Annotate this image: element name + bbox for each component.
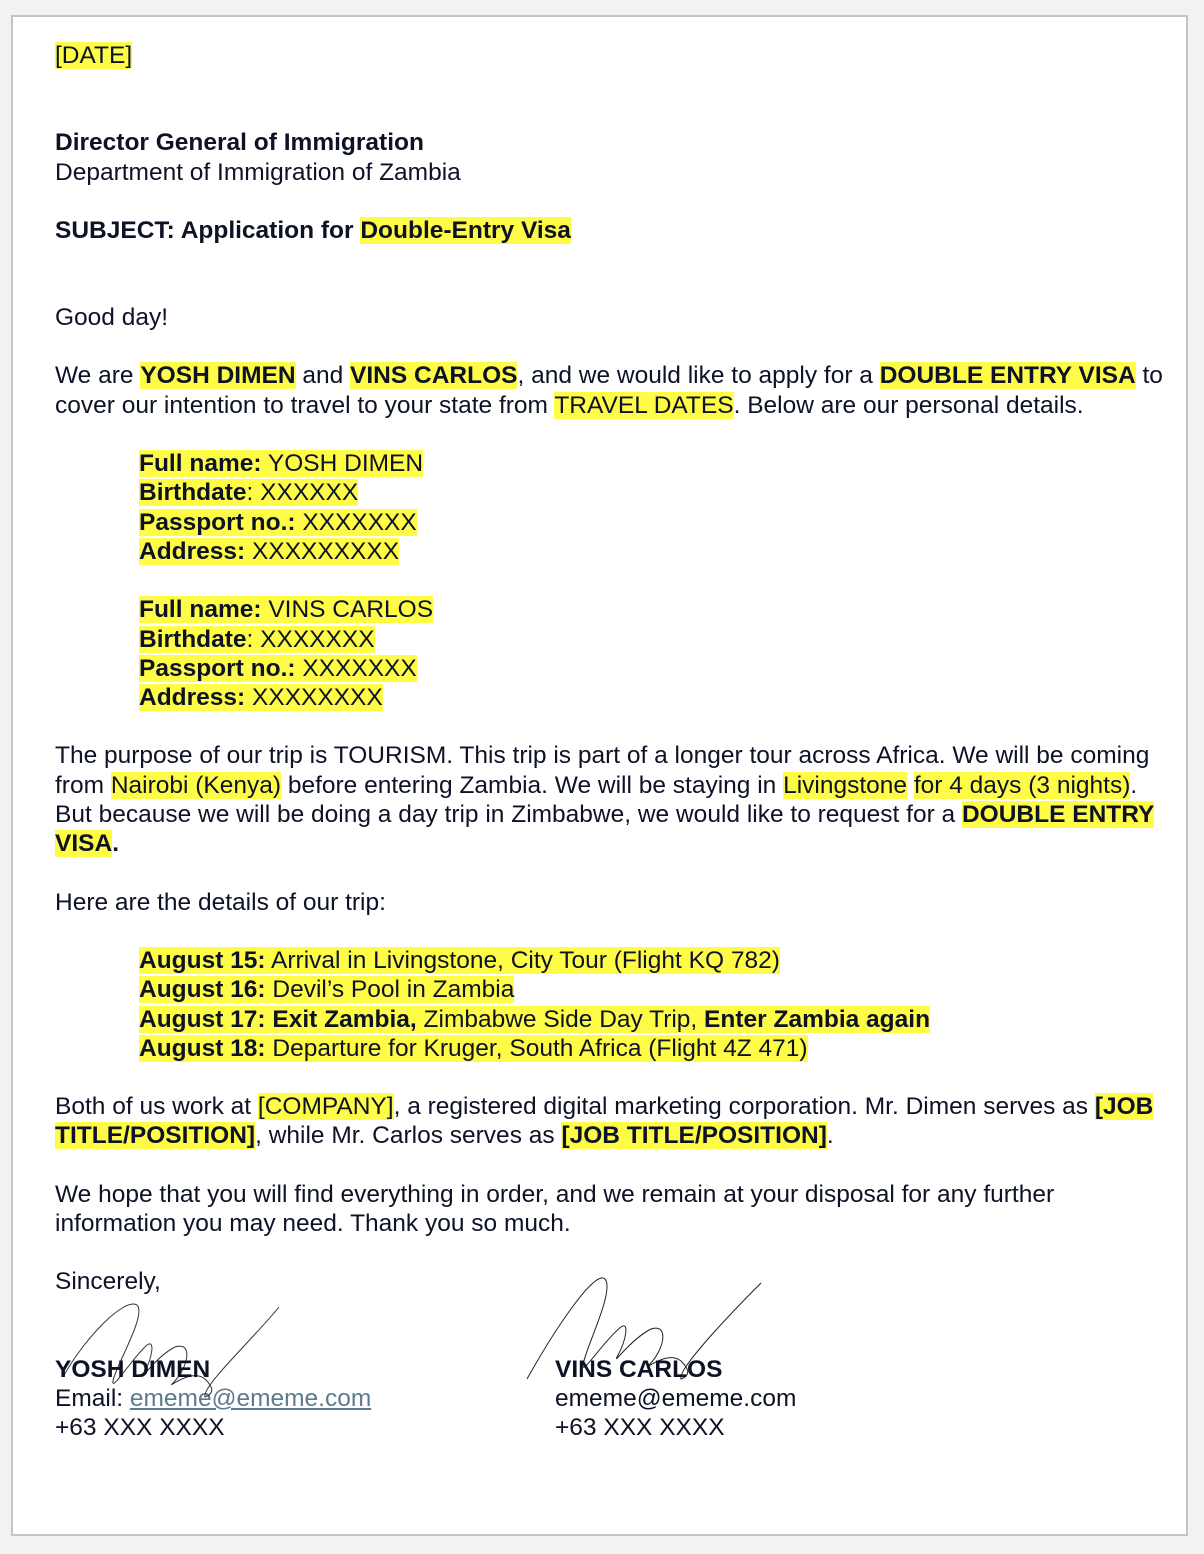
employment-paragraph <box>55 1092 1165 1151</box>
email-label: Email: <box>55 1384 130 1412</box>
document-page <box>11 15 1188 1536</box>
applicant-details-2 <box>55 595 1165 712</box>
itinerary-text: Exit Zambia, <box>265 1005 417 1033</box>
detail-row <box>139 509 417 536</box>
purpose-text: . But because we will be doing a day trip in Zimbabwe, we would like to request for a <box>55 771 1138 829</box>
itinerary-item <box>139 946 1165 975</box>
subject-prefix: SUBJECT: Application for <box>55 216 361 244</box>
employment-text: Both of us work at <box>55 1093 258 1121</box>
itinerary-list <box>55 946 1165 1063</box>
itinerary-text: Arrival in Livingstone, City Tour (Flight KQ 782) <box>265 946 780 974</box>
signatory-name: VINS CARLOS <box>555 1355 723 1383</box>
purpose-text <box>907 772 914 799</box>
visa-type: DOUBLE ENTRY VISA <box>55 801 1155 858</box>
signature-block <box>55 1297 1165 1457</box>
field-label: Address: <box>139 537 246 565</box>
field-label: Passport no.: <box>139 654 296 682</box>
detail-row <box>139 684 383 711</box>
detail-row <box>139 538 399 565</box>
itinerary-date: August 18: <box>139 1034 266 1062</box>
field-label: Address: <box>139 684 246 712</box>
closing-paragraph: We hope that you will find everything in order, and we remain at your disposal for any further information you may need. Thank you so much. <box>55 1180 1055 1238</box>
intro-text: . Below are our personal details. <box>733 391 1084 419</box>
itinerary-date: August 16: <box>139 976 266 1004</box>
field-value: YOSH DIMEN <box>261 450 424 478</box>
signatory-2 <box>555 1297 796 1443</box>
applicant-name-1: YOSH DIMEN <box>140 362 296 390</box>
letter-body <box>55 41 1165 1457</box>
intro-text: We are <box>55 362 141 390</box>
employment-text: , a registered digital marketing corporation. Mr. Dimen serves as <box>393 1093 1095 1121</box>
purpose-text: The purpose of our trip is TOURISM. This trip is part of a longer tour across Africa. We will be coming from <box>55 742 1150 799</box>
field-value: : XXXXXXX <box>246 625 375 653</box>
employment-text: , while Mr. Carlos serves as <box>255 1122 562 1150</box>
origin-city: Nairobi (Kenya) <box>110 771 282 799</box>
signatory-phone: +63 XXX XXXX <box>555 1414 725 1442</box>
subject-line <box>55 216 1165 245</box>
detail-row <box>139 626 375 653</box>
visa-type: DOUBLE ENTRY VISA <box>879 362 1136 390</box>
subject-visa-type: Double-Entry Visa <box>360 216 571 244</box>
itinerary-text: Zimbabwe Side Day Trip, <box>416 1005 705 1033</box>
field-value: XXXXXXX <box>295 508 417 536</box>
field-value: XXXXXXXXX <box>245 537 400 565</box>
date-placeholder: [DATE] <box>55 42 133 69</box>
field-label: Full name: <box>139 450 262 478</box>
itinerary-item <box>139 1034 1165 1063</box>
signatory-1 <box>55 1297 371 1443</box>
greeting: Good day! <box>55 304 169 332</box>
field-value: XXXXXXXX <box>245 684 383 712</box>
itinerary-intro: Here are the details of our trip: <box>55 888 386 916</box>
field-label: Birthdate <box>139 479 247 507</box>
purpose-paragraph <box>55 741 1165 858</box>
field-value: VINS CARLOS <box>261 596 434 624</box>
itinerary-item <box>139 975 1165 1004</box>
purpose-text: . <box>112 830 119 858</box>
travel-dates: TRAVEL DATES <box>554 391 734 419</box>
intro-paragraph <box>55 361 1165 420</box>
field-label: Full name: <box>139 596 262 624</box>
itinerary-text: Departure for Kruger, South Africa (Flight 4Z 471) <box>265 1034 808 1062</box>
detail-row <box>139 596 433 623</box>
purpose-text: before entering Zambia. We will be staying in <box>281 771 784 799</box>
stay-city: Livingstone <box>783 771 908 799</box>
recipient-title: Director General of Immigration <box>55 129 424 157</box>
field-value: XXXXXXX <box>295 654 417 682</box>
signatory-email: ememe@ememe.com <box>555 1384 797 1412</box>
company-placeholder: [COMPANY] <box>257 1093 394 1121</box>
signatory-phone: +63 XXX XXXX <box>55 1414 225 1442</box>
recipient-department: Department of Immigration of Zambia <box>55 158 461 186</box>
itinerary-text: Devil’s Pool in Zambia <box>265 976 515 1004</box>
email-link[interactable]: ememe@ememe.com <box>129 1384 372 1412</box>
job-title-placeholder-2: [JOB TITLE/POSITION] <box>561 1122 827 1150</box>
itinerary-date: August 17: <box>139 1005 266 1033</box>
field-value: : XXXXXX <box>246 479 359 507</box>
intro-text: to cover our intention to travel to your state from <box>55 362 1163 419</box>
signatory-name: YOSH DIMEN <box>55 1355 211 1383</box>
sign-off: Sincerely, <box>55 1268 161 1296</box>
date-line <box>55 41 1165 70</box>
employment-text: . <box>826 1122 834 1150</box>
itinerary-date: August 15: <box>139 946 266 974</box>
applicant-name-2: VINS CARLOS <box>350 362 518 390</box>
field-label: Birthdate <box>139 625 247 653</box>
job-title-placeholder-1: [JOB TITLE/POSITION] <box>55 1093 1154 1150</box>
detail-row <box>139 450 423 477</box>
detail-row <box>139 655 417 682</box>
signatory-email-line <box>55 1384 371 1413</box>
intro-text: and <box>295 362 351 390</box>
itinerary-text: Enter Zambia again <box>704 1005 931 1033</box>
itinerary-item <box>139 1005 1165 1034</box>
stay-duration: for 4 days (3 nights) <box>913 771 1131 799</box>
applicant-details-1 <box>55 449 1165 566</box>
intro-text: , and we would like to apply for a <box>517 362 880 390</box>
detail-row <box>139 479 358 506</box>
field-label: Passport no.: <box>139 508 296 536</box>
